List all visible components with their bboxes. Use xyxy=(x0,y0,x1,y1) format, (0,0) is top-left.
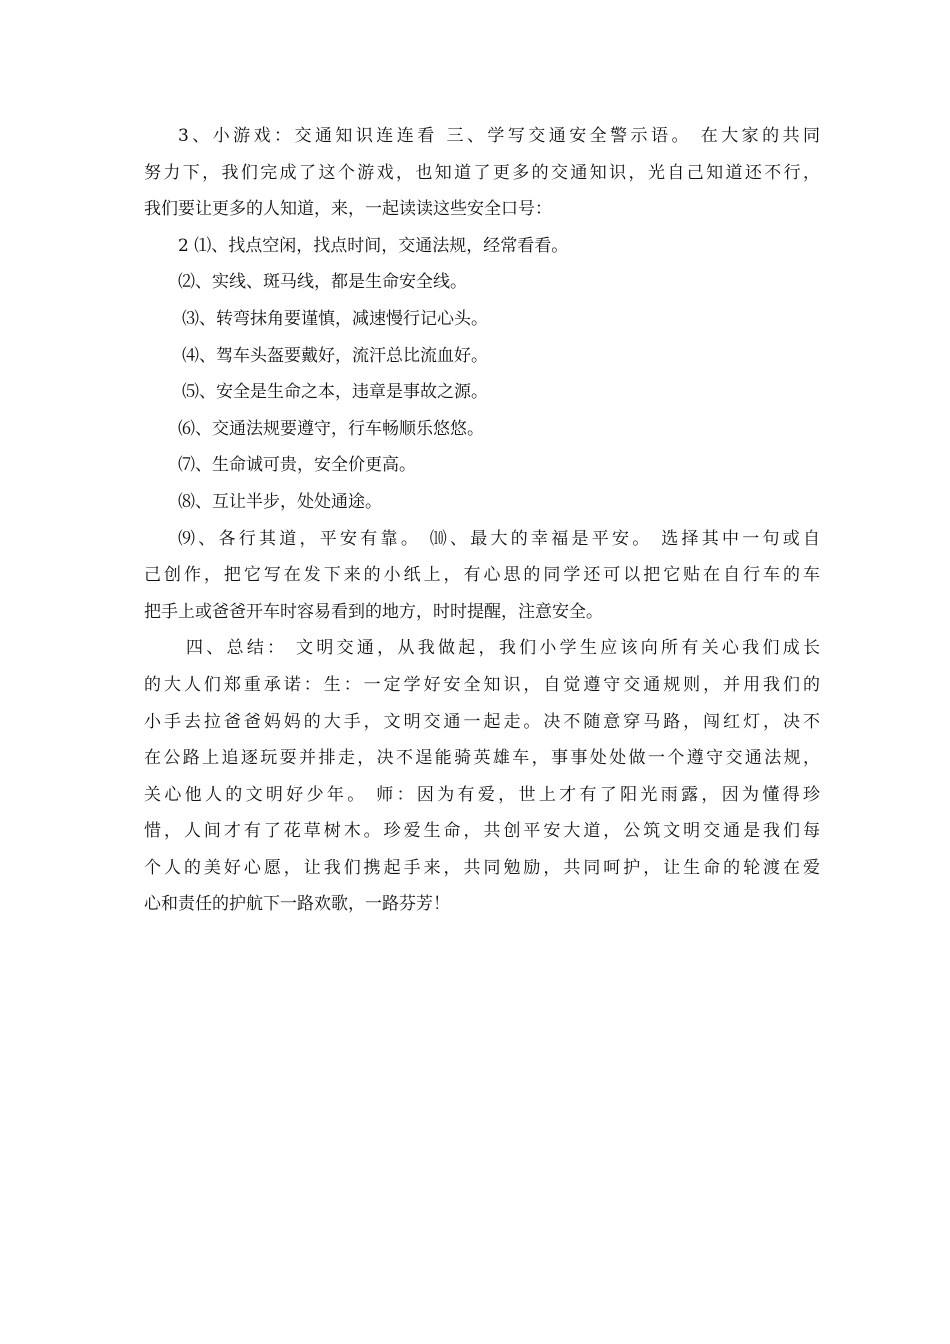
text-line: 四、总结： 文明交通，从我做起，我们小学生应该向所有关心我们成长 xyxy=(186,638,820,659)
text-line: ⑶、转弯抹角要谨慎，减速慢行记心头。 xyxy=(182,308,488,329)
text-line: 2 ⑴、找点空闲，找点时间，交通法规，经常看看。 xyxy=(178,235,569,256)
text-line: 己创作，把它写在发下来的小纸上，有心思的同学还可以把它贴在自行车的车 xyxy=(144,565,820,586)
document-body xyxy=(144,118,820,923)
text-line: ⑷、驾车头盔要戴好，流汗总比流血好。 xyxy=(182,345,488,366)
text-line: 在公路上追逐玩耍并排走，决不逞能骑英雄车，事事处处做一个遵守交通法规， xyxy=(144,748,820,769)
text-line: 关心他人的文明好少年。 师：因为有爱，世上才有了阳光雨露，因为懂得珍 xyxy=(144,784,820,805)
text-line: 我们要让更多的人知道，来，一起读读这些安全口号： xyxy=(144,199,552,220)
text-line: ⑹、交通法规要遵守，行车畅顺乐悠悠。 xyxy=(178,418,484,439)
text-line: ⑵、实线、斑马线，都是生命安全线。 xyxy=(178,272,467,293)
text-line: 的大人们郑重承诺：生：一定学好安全知识，自觉遵守交通规则，并用我们的 xyxy=(144,674,820,695)
text-line: 个人的美好心愿，让我们携起手来，共同勉励，共同呵护，让生命的轮渡在爱 xyxy=(144,857,820,878)
text-line: 惜，人间才有了花草树木。珍爱生命，共创平安大道，公筑文明交通是我们每 xyxy=(144,821,820,842)
text-line: 努力下，我们完成了这个游戏，也知道了更多的交通知识，光自己知道还不行， xyxy=(144,162,820,183)
text-line: 小手去拉爸爸妈妈的大手，文明交通一起走。决不随意穿马路，闯红灯，决不 xyxy=(144,711,820,732)
text-line: ⑼、各行其道，平安有靠。 ⑽、最大的幸福是平安。 选择其中一句或自 xyxy=(178,528,820,549)
text-line: 3、小游戏：交通知识连连看 三、学写交通安全警示语。 在大家的共同 xyxy=(178,126,820,146)
text-line: ⑸、安全是生命之本，违章是事故之源。 xyxy=(182,382,488,403)
text-line: 把手上或爸爸开车时容易看到的地方，时时提醒，注意安全。 xyxy=(144,601,603,622)
text-line: ⑻、互让半步，处处通途。 xyxy=(178,491,382,512)
text-line: ⑺、生命诚可贵，安全价更高。 xyxy=(178,455,416,476)
text-line: 心和责任的护航下一路欢歌，一路芬芳！ xyxy=(144,894,450,915)
